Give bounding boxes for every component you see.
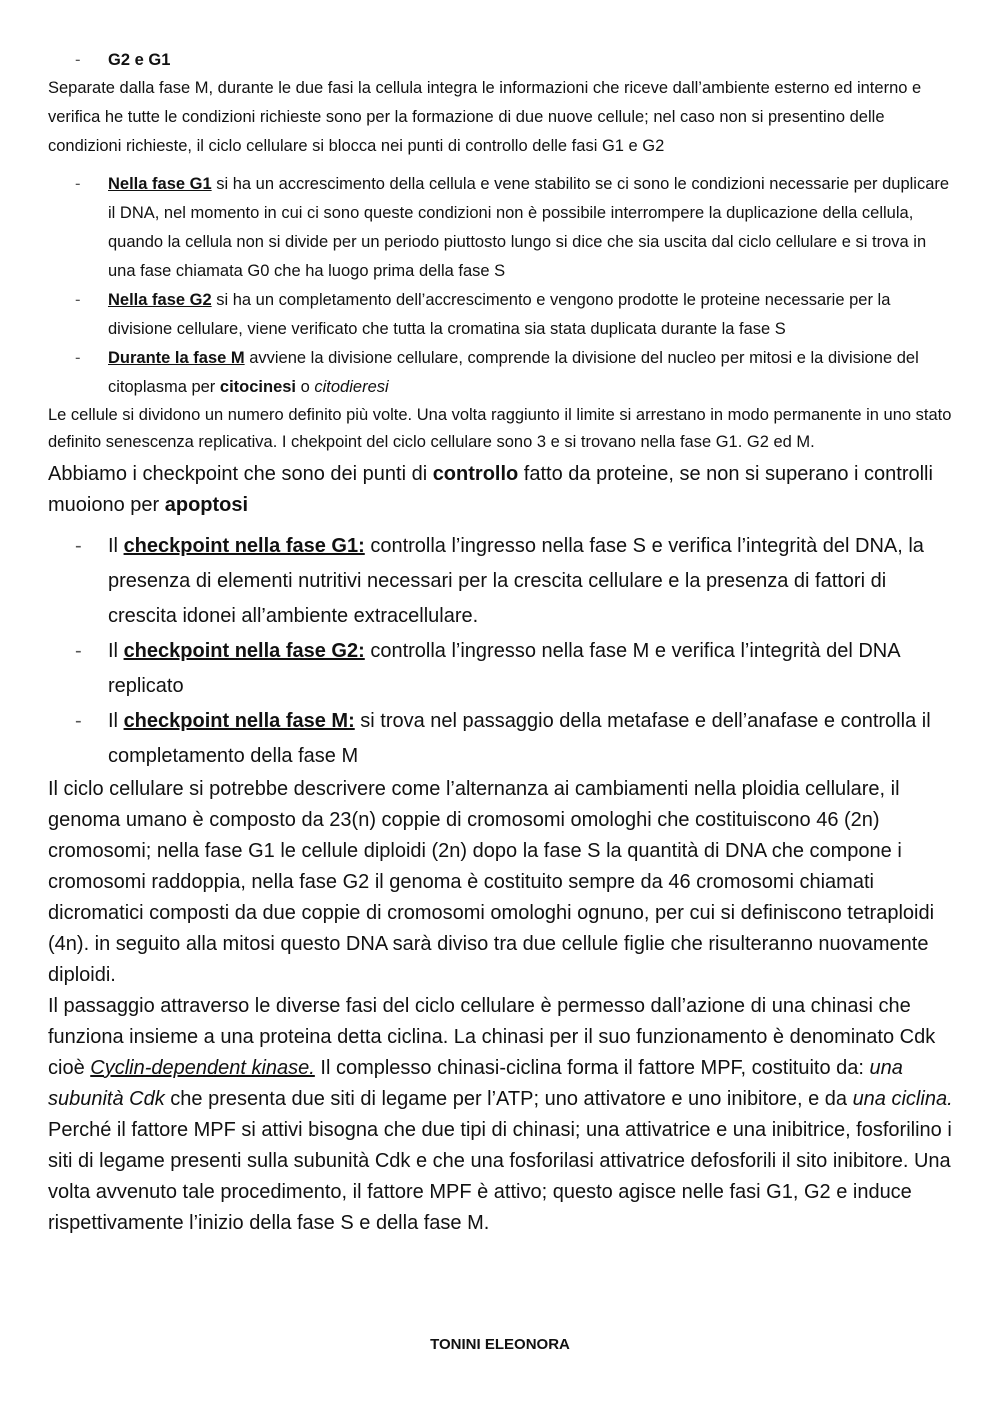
- dash-bullet: -: [75, 175, 81, 193]
- mpf-text: Perché il fattore MPF si attivi bisogna che due tipi di chinasi; una attivatrice e una inibitrice, fosforilino i siti di legame presenti sulla subunità Cdk e che una fosforilasi attivatrice defosforili il sito inibitore. Una volta avvenuto tale procedimento, il fattore MPF è attivo; questo agisce nelle fasi G1, G2 e induce rispettivamente l’inizio della fase S e della fase M.: [48, 1119, 952, 1234]
- phase-text: avviene la divisione cellulare, comprende la divisione del nucleo per mitosi e la divisione del citoplasma per: [108, 349, 919, 396]
- phase-text: si ha un accrescimento della cellula e vene stabilito se ci sono le condizioni necessarie per duplicare il DNA, nel momento in cui ci sono queste condizioni non è possibile interrompere la duplicazione della cellula, quando la cellula non si divide per un periodo piuttosto lungo si dice che sia uscita dal ciclo cellulare e si trova in una fase chiamata G0 che ha luogo prima della fase S: [108, 175, 950, 280]
- italic-term: una ciclina.: [852, 1088, 953, 1110]
- checkpoint-prefix: Il: [108, 535, 124, 557]
- list-item: [48, 46, 958, 74]
- checkpoint-prefix: Il: [108, 710, 124, 732]
- checkpoint-item-g1: [48, 529, 958, 634]
- phase-item-g1: [48, 170, 958, 286]
- dash-bullet: -: [75, 710, 82, 732]
- dash-bullet: -: [75, 535, 82, 557]
- checkpoint-text: controlla l’ingresso nella fase M e verifica l’integrità del DNA replicato: [108, 640, 900, 697]
- phase-title: Nella fase G1: [108, 175, 212, 193]
- italic-term: una subunità Cdk: [48, 1057, 903, 1110]
- checkpoint-intro: [48, 459, 958, 521]
- checkpoint-text: controlla l’ingresso nella fase S e verifica l’integrità del DNA, la presenza di elementi nutritivi necessari per la crescita cellulare e la presenza di fattori di crescita idonei all’ambiente extracellulare.: [108, 535, 924, 627]
- bold-term: citocinesi: [219, 378, 297, 396]
- document-page: [48, 46, 958, 1239]
- heading-list: [48, 46, 958, 74]
- dash-bullet: -: [75, 291, 81, 309]
- ploidy-paragraph: Il ciclo cellulare si potrebbe descrivere come l’alternanza ai cambiamenti nella ploidia cellulare, il genoma umano è composto da 23(n) coppie di cromosomi omologhi che costituiscono 46 (2n) cromosomi; nella fase G1 le cellule diploidi (2n) dopo la fase S la quantità di DNA che compone i cromosomi raddoppia, nella fase G2 il genoma è costituito sempre da 46 cromosomi chiamati dicromatici composti da due coppie di cromosomi omologhi ognuno, per cui si definiscono tetraploidi (4n). in seguito alla mitosi questo DNA sarà diviso tra due cellule figlie che risulteranno nuovamente diploidi.: [48, 778, 935, 986]
- phase-item-m: [48, 344, 958, 402]
- phase-title: Durante la fase M: [108, 349, 245, 367]
- dash-bullet: -: [75, 349, 81, 367]
- checkpoint-intro-text: fatto da proteine, se non si superano i controlli muoiono per: [48, 463, 933, 516]
- bold-term: apoptosi: [164, 494, 249, 516]
- section-heading: G2 e G1: [108, 51, 171, 69]
- checkpoint-title: checkpoint nella fase M:: [123, 710, 355, 732]
- phase-title: Nella fase G2: [108, 291, 212, 309]
- checkpoint-item-m: [48, 704, 958, 774]
- mpf-text: Il complesso chinasi-ciclina forma il fattore MPF, costituito da:: [314, 1057, 870, 1079]
- intro-paragraph: Separate dalla fase M, durante le due fasi la cellula integra le informazioni che riceve dall’ambiente esterno ed interno e verifica he tutte le condizioni richieste sono per la formazione di due nuove cellule; nel caso non si presentino delle condizioni richieste, il ciclo cellulare si blocca nei punti di controllo delle fasi G1 e G2: [48, 79, 922, 155]
- checkpoint-prefix: Il: [108, 640, 124, 662]
- mpf-text: che presenta due siti di legame per l’ATP; uno attivatore e uno inibitore, e da: [164, 1088, 853, 1110]
- checkpoint-title: checkpoint nella fase G1:: [123, 535, 365, 557]
- phase-item-g2: [48, 286, 958, 344]
- mpf-text: Il passaggio attraverso le diverse fasi del ciclo cellulare è permesso dall’azione di una chinasi che funziona insieme a una proteina detta ciclina. La chinasi per il suo funzionamento è denominato Cdk cioè: [48, 995, 936, 1079]
- checkpoints-list: [48, 529, 958, 774]
- checkpoint-item-g2: [48, 634, 958, 704]
- checkpoint-intro-text: Abbiamo i checkpoint che sono dei punti di: [48, 463, 433, 485]
- italic-term: citodieresi: [314, 378, 389, 396]
- checkpoint-title: checkpoint nella fase G2:: [123, 640, 365, 662]
- dash-bullet: -: [75, 51, 81, 69]
- bold-term: controllo: [432, 463, 519, 485]
- dash-bullet: -: [75, 640, 82, 662]
- italic-underlined-term: Cyclin-dependent kinase.: [90, 1057, 315, 1079]
- mpf-paragraph: [48, 991, 958, 1239]
- phases-list: [48, 170, 958, 402]
- footer-author: TONINI ELEONORA: [430, 1336, 570, 1353]
- senescence-paragraph: Le cellule si dividono un numero definito più volte. Una volta raggiunto il limite si arrestano in modo permanente in uno stato definito senescenza replicativa. I chekpoint del ciclo cellulare sono 3 e si trovano nella fase G1. G2 ed M.: [48, 406, 952, 451]
- checkpoint-text: si trova nel passaggio della metafase e dell’anafase e controlla il completamento della fase M: [108, 710, 931, 767]
- phase-text: o: [296, 378, 315, 396]
- phase-text: si ha un completamento dell’accrescimento e vengono prodotte le proteine necessarie per la divisione cellulare, viene verificato che tutta la cromatina sia stata duplicata durante la fase S: [108, 291, 891, 338]
